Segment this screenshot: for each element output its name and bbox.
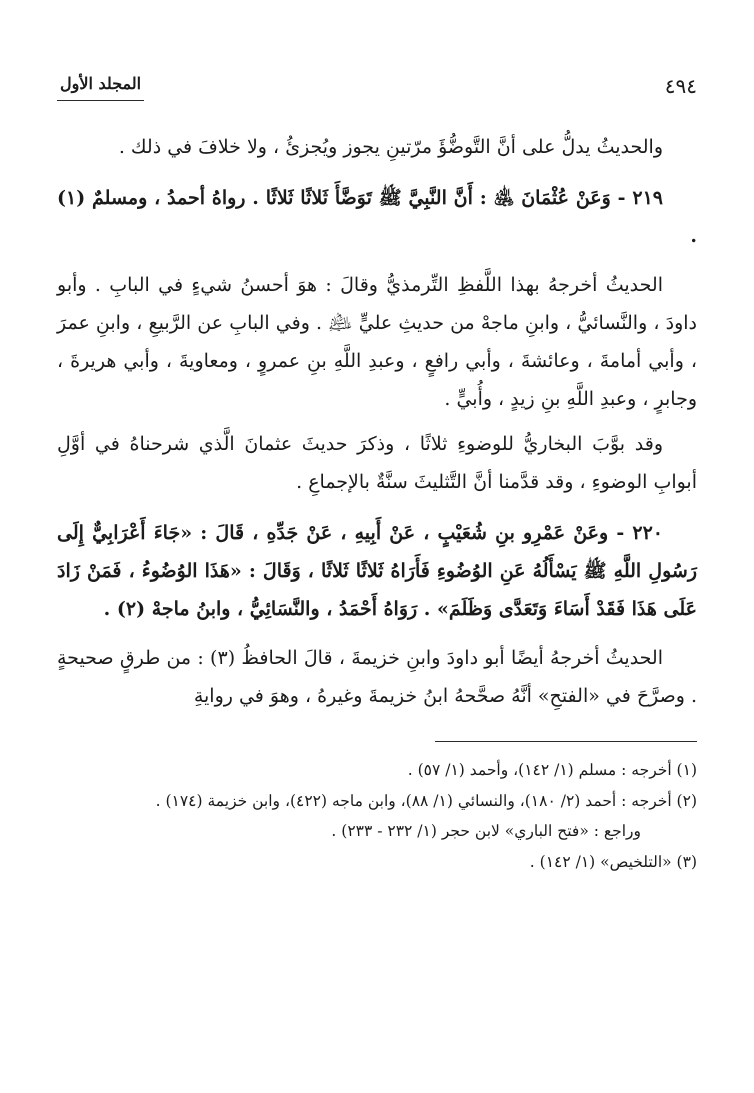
footnotes-list bbox=[57, 756, 697, 877]
paragraph-commentary-tail: والحديثُ يدلُّ على أنَّ التَّوضُّؤَ مرّتينِ يجوز ويُجزئُ ، ولا خلافَ في ذلك . bbox=[118, 136, 663, 158]
paragraph-commentary-219: وقد بوَّبَ البخاريُّ للوضوءِ ثلاثًا ، وذكرَ حديثَ عثمانَ الَّذي شرحناهُ في أوَّلِ أبوابِ الوضوءِ ، وقد قدَّمنا أنَّ التَّثليثَ سنَّةٌ بالإجماعِ . bbox=[57, 433, 697, 493]
paragraph-takhrij-220: الحديثُ أخرجهُ أيضًا أبو داودَ وابنِ خزيمةَ ، قالَ الحافظُ (٣) : من طرقٍ صحيحةٍ . وصرَّحَ في «الفتحِ» أنَّهُ صحَّحهُ ابنُ خزيمةَ وغيرهُ ، وهوَ في روايةِ bbox=[57, 647, 697, 707]
footnote-2-reference-note: وراجع : «فتح الباري» لابن حجر (١/ ٢٣٢ - ٢٣٣) . bbox=[331, 822, 641, 841]
footnote-1: (١) أخرجه : مسلم (١/ ١٤٢)، وأحمد (١/ ٥٧) . bbox=[407, 761, 697, 779]
footnote-separator bbox=[435, 741, 697, 742]
footnote-2: (٢) أخرجه : أحمد (٢/ ١٨٠)، والنسائي (١/ ٨٨)، وابن ماجه (٤٢٢)، وابن خزيمة (١٧٤) . bbox=[155, 791, 697, 810]
footnotes-section bbox=[57, 741, 697, 877]
paragraph-hadith-219: ٢١٩ - وَعَنْ عُثْمَانَ ﵁ : أَنَّ النَّبِيَّ ﷺ تَوَضَّأَ ثَلاثًا ثَلاثًا . رواهُ أحمدُ ، ومسلمٌ (١) . bbox=[57, 187, 697, 247]
footnote-3: (٣) «التلخيص» (١/ ١٤٢) . bbox=[529, 853, 697, 872]
page-body bbox=[57, 128, 697, 715]
page-header bbox=[57, 74, 697, 101]
volume-title: المجلد الأول bbox=[57, 74, 144, 101]
paragraph-hadith-220: ٢٢٠ - وعَنْ عَمْرِو بنِ شُعَيْبٍ ، عَنْ أَبِيهِ ، عَنْ جَدِّهِ ، قَالَ : «جَاءَ أَعْرَابِيٌّ إِلَى رَسُولِ اللَّهِ ﷺ يَسْأَلُهُ عَنِ الوُضُوءِ فَأَرَاهُ ثَلاثًا ثَلاثًا ، وَقَالَ : «هَذَا الوُضُوءُ ، فَمَنْ زَادَ عَلَى هَذَا فَقَدْ أَسَاءَ وَتَعَدَّى وَظَلَمَ» . رَوَاهُ أَحْمَدُ ، والنَّسَائِيُّ ، وابنُ ماجهْ (٢) . bbox=[57, 522, 697, 620]
page-number: ٤٩٤ bbox=[664, 74, 697, 98]
paragraph-takhrij-219: الحديثُ أخرجهُ بهذا اللَّفظِ التِّرمذيُّ وقالَ : هوَ أحسنُ شيءٍ في البابِ . وأبو داودَ ، والنَّسائيُّ ، وابنِ ماجهْ من حديثِ عليٍّ ﵇ . وفي البابِ عن الرَّبيعِ ، وابنِ عمرَ ، وأبي أمامةَ ، وعائشةَ ، وأبي رافعٍ ، وعبدِ اللَّهِ بنِ عمروٍ ، ومعاويةَ ، وأبي هريرةَ ، وجابرٍ ، وعبدِ اللَّهِ بنِ زيدٍ ، وأُبيٍّ . bbox=[57, 274, 697, 410]
